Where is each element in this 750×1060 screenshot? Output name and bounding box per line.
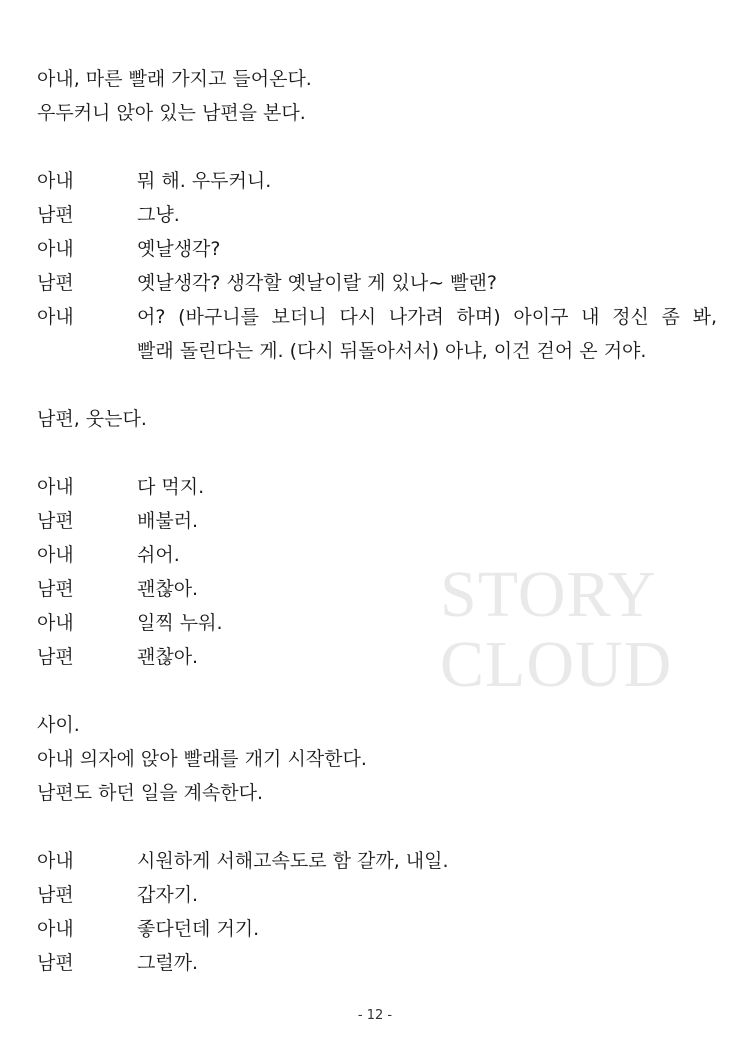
speech-text xyxy=(137,164,717,198)
speech-line: 괜찮아. xyxy=(137,578,199,600)
speech-line: 시원하게 서해고속도로 함 갈까, 내일. xyxy=(137,850,449,872)
speaker-name: 남편 xyxy=(37,510,74,532)
speech-line: 뭐 해. 우두커니. xyxy=(137,170,272,192)
speaker-name: 아내 xyxy=(37,476,74,498)
speech-text xyxy=(137,606,717,640)
speaker-name: 아내 xyxy=(37,170,74,192)
stage-direction: 우두커니 앉아 있는 남편을 본다. xyxy=(37,102,306,124)
speech-text xyxy=(137,878,717,912)
speaker-name: 아내 xyxy=(37,306,74,328)
speech-line: 배불러. xyxy=(137,510,199,532)
stage-direction-block xyxy=(37,708,717,810)
spacer xyxy=(37,368,717,402)
speaker-name: 남편 xyxy=(37,272,74,294)
speech-line: 좋다던데 거기. xyxy=(137,918,260,940)
speech-line: 옛날생각? 생각할 옛날이랄 게 있나~ 빨랜? xyxy=(137,272,497,294)
speech-line: 빨래 돌린다는 게. (다시 뒤돌아서서) 아냐, 이건 걷어 온 거야. xyxy=(137,340,647,362)
spacer xyxy=(37,810,717,844)
stage-direction-block xyxy=(37,402,717,436)
stage-direction: 아내, 마른 빨래 가지고 들어온다. xyxy=(37,68,312,90)
dialogue-line xyxy=(37,640,717,674)
speech-line: 그럴까. xyxy=(137,952,199,974)
speech-text xyxy=(137,538,717,572)
speech-text xyxy=(137,572,717,606)
script-body xyxy=(37,62,717,980)
speech-text xyxy=(137,266,717,300)
speaker-name: 아내 xyxy=(37,612,74,634)
dialogue-block xyxy=(37,844,717,980)
speech-text xyxy=(137,640,717,674)
speech-line: 괜찮아. xyxy=(137,646,199,668)
dialogue-line xyxy=(37,538,717,572)
speech-line: 어? (바구니를 보더니 다시 나가려 하며) 아이구 내 정신 좀 봐, xyxy=(137,306,717,328)
dialogue-line xyxy=(37,300,717,368)
speaker-name: 아내 xyxy=(37,850,74,872)
dialogue-line xyxy=(37,572,717,606)
dialogue-line xyxy=(37,164,717,198)
dialogue-line xyxy=(37,470,717,504)
speaker-name: 남편 xyxy=(37,578,74,600)
speech-line: 그냥. xyxy=(137,204,180,226)
watermark-line-1: STORY xyxy=(440,558,657,631)
stage-direction: 남편도 하던 일을 계속한다. xyxy=(37,782,264,804)
speaker-name: 남편 xyxy=(37,204,74,226)
speech-line: 일찍 누워. xyxy=(137,612,223,634)
stage-direction: 사이. xyxy=(37,714,80,736)
speech-line: 다 먹지. xyxy=(137,476,205,498)
speech-text xyxy=(137,946,717,980)
speech-text xyxy=(137,198,717,232)
dialogue-line xyxy=(37,198,717,232)
spacer xyxy=(37,130,717,164)
dialogue-line xyxy=(37,266,717,300)
speech-line: 옛날생각? xyxy=(137,238,221,260)
speaker-name: 남편 xyxy=(37,952,74,974)
stage-direction: 아내 의자에 앉아 빨래를 개기 시작한다. xyxy=(37,748,367,770)
dialogue-line xyxy=(37,912,717,946)
speech-text xyxy=(137,470,717,504)
speech-line: 쉬어. xyxy=(137,544,180,566)
dialogue-line xyxy=(37,232,717,266)
dialogue-line xyxy=(37,878,717,912)
watermark-line-2: CLOUD xyxy=(440,628,673,701)
dialogue-line xyxy=(37,844,717,878)
speaker-name: 아내 xyxy=(37,544,74,566)
speech-text xyxy=(137,300,717,368)
speaker-name: 아내 xyxy=(37,918,74,940)
speech-text xyxy=(137,844,717,878)
dialogue-block xyxy=(37,470,717,674)
speech-text xyxy=(137,232,717,266)
spacer xyxy=(37,436,717,470)
spacer xyxy=(37,674,717,708)
speaker-name: 아내 xyxy=(37,238,74,260)
stage-direction-block xyxy=(37,62,717,130)
speech-text xyxy=(137,912,717,946)
dialogue-line xyxy=(37,504,717,538)
speech-line: 갑자기. xyxy=(137,884,199,906)
dialogue-block xyxy=(37,164,717,368)
page-number: - 12 - xyxy=(357,1008,393,1023)
speaker-name: 남편 xyxy=(37,646,74,668)
dialogue-line xyxy=(37,606,717,640)
speaker-name: 남편 xyxy=(37,884,74,906)
dialogue-line xyxy=(37,946,717,980)
speech-text xyxy=(137,504,717,538)
stage-direction: 남편, 웃는다. xyxy=(37,408,147,430)
